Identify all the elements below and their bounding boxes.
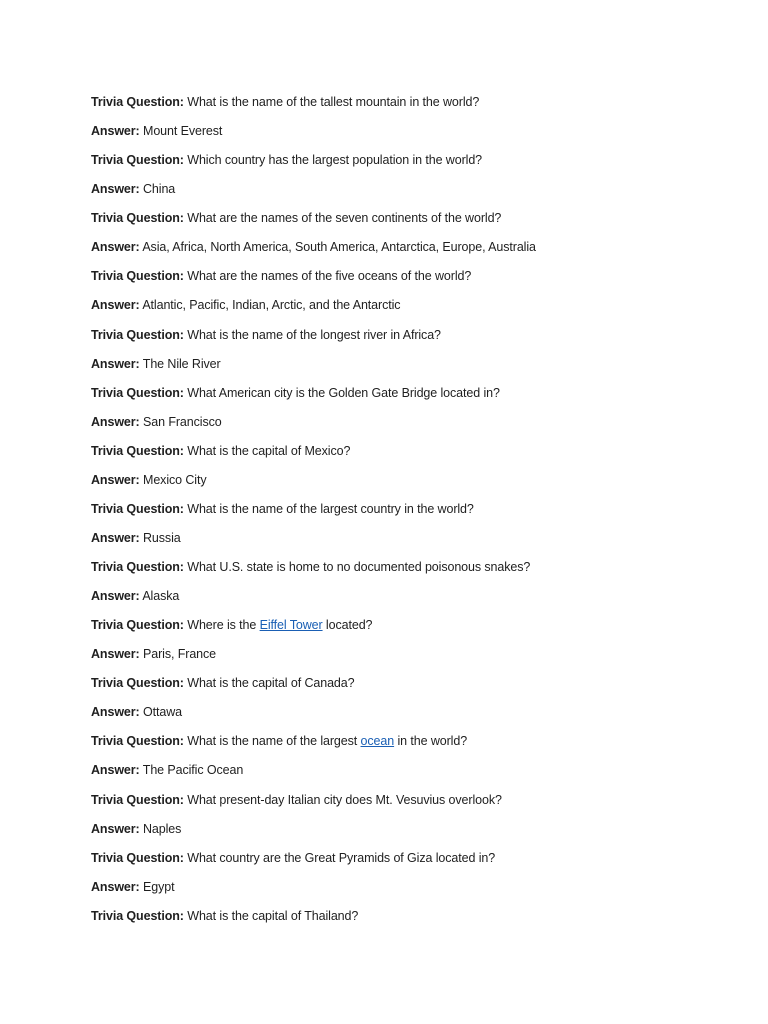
- trivia-question-line: [91, 383, 751, 412]
- question-label: Trivia Question:: [91, 908, 184, 923]
- answer-text: Mount Everest: [143, 124, 223, 139]
- question-label: Trivia Question:: [91, 618, 184, 633]
- trivia-question-line: [91, 906, 751, 935]
- question-text: located?: [322, 618, 373, 633]
- trivia-question-line: [91, 848, 751, 877]
- question-label: Trivia Question:: [91, 676, 184, 691]
- question-text: What U.S. state is home to no documented poisonous snakes?: [187, 560, 531, 574]
- question-text: What are the names of the seven continents of the world?: [187, 211, 502, 226]
- answer-text: Asia, Africa, North America, South America, Antarctica, Europe, Australia: [142, 240, 536, 255]
- answer-line: [91, 644, 751, 673]
- question-label: Trivia Question:: [91, 327, 184, 342]
- question-label: Trivia Question:: [91, 385, 184, 400]
- question-label: Trivia Question:: [91, 850, 184, 865]
- question-text: Where is the: [187, 618, 260, 633]
- answer-text: The Nile River: [142, 356, 221, 371]
- answer-line: [91, 470, 751, 499]
- question-text: What is the name of the tallest mountain in the world?: [187, 95, 480, 109]
- answer-label: Answer:: [91, 705, 140, 720]
- answer-line: [91, 877, 751, 906]
- answer-label: Answer:: [91, 763, 140, 778]
- answer-label: Answer:: [91, 124, 140, 139]
- answer-line: [91, 412, 751, 441]
- question-label: Trivia Question:: [91, 501, 184, 516]
- question-label: Trivia Question:: [91, 560, 184, 574]
- hyperlink[interactable]: Eiffel Tower: [259, 618, 323, 633]
- question-label: Trivia Question:: [91, 792, 184, 807]
- question-text: What is the name of the largest: [187, 734, 361, 749]
- question-text: What is the capital of Thailand?: [187, 908, 359, 923]
- answer-line: [91, 179, 751, 208]
- question-text: What country are the Great Pyramids of Giza located in?: [187, 850, 496, 865]
- answer-label: Answer:: [91, 472, 140, 487]
- trivia-question-line: [91, 325, 751, 354]
- answer-label: Answer:: [91, 879, 140, 894]
- trivia-question-line: [91, 557, 751, 586]
- trivia-question-line: [91, 615, 751, 644]
- question-label: Trivia Question:: [91, 734, 184, 749]
- answer-text: Atlantic, Pacific, Indian, Arctic, and the Antarctic: [142, 298, 401, 313]
- answer-label: Answer:: [91, 240, 140, 255]
- answer-line: [91, 295, 751, 324]
- answer-line: [91, 528, 751, 557]
- answer-label: Answer:: [91, 356, 140, 371]
- trivia-question-line: [91, 92, 751, 121]
- answer-text: Ottawa: [143, 705, 182, 720]
- trivia-question-line: [91, 499, 751, 528]
- question-label: Trivia Question:: [91, 95, 184, 109]
- trivia-question-line: [91, 208, 751, 237]
- answer-line: [91, 586, 751, 615]
- trivia-question-line: [91, 790, 751, 819]
- question-label: Trivia Question:: [91, 211, 184, 226]
- question-text: What is the capital of Mexico?: [187, 443, 351, 458]
- question-text: What American city is the Golden Gate Bridge located in?: [187, 385, 500, 400]
- question-text: in the world?: [394, 734, 468, 749]
- answer-text: Paris, France: [143, 647, 217, 662]
- hyperlink[interactable]: ocean: [360, 734, 395, 749]
- question-label: Trivia Question:: [91, 153, 184, 168]
- trivia-question-line: [91, 266, 751, 295]
- question-text: Which country has the largest population in the world?: [187, 153, 483, 168]
- question-label: Trivia Question:: [91, 269, 184, 284]
- trivia-question-line: [91, 673, 751, 702]
- trivia-question-line: [91, 150, 751, 179]
- trivia-question-line: [91, 441, 751, 470]
- answer-label: Answer:: [91, 298, 140, 313]
- answer-text: San Francisco: [143, 414, 222, 429]
- answer-label: Answer:: [91, 821, 140, 836]
- answer-text: The Pacific Ocean: [142, 763, 244, 778]
- answer-text: Russia: [143, 530, 181, 545]
- answer-text: Naples: [143, 821, 182, 836]
- question-label: Trivia Question:: [91, 443, 184, 458]
- answer-line: [91, 819, 751, 848]
- answer-text: Egypt: [143, 879, 175, 894]
- answer-text: Mexico City: [143, 472, 207, 487]
- answer-label: Answer:: [91, 589, 140, 604]
- answer-label: Answer:: [91, 530, 140, 545]
- answer-label: Answer:: [91, 414, 140, 429]
- question-text: What present-day Italian city does Mt. Vesuvius overlook?: [187, 792, 502, 807]
- question-text: What are the names of the five oceans of the world?: [187, 269, 472, 284]
- answer-label: Answer:: [91, 182, 140, 197]
- answer-label: Answer:: [91, 647, 140, 662]
- question-text: What is the name of the largest country in the world?: [187, 501, 474, 516]
- answer-line: [91, 121, 751, 150]
- trivia-list: [91, 92, 751, 935]
- answer-line: [91, 354, 751, 383]
- answer-line: [91, 760, 751, 789]
- question-text: What is the capital of Canada?: [187, 676, 355, 691]
- trivia-question-line: [91, 731, 751, 760]
- question-text: What is the name of the longest river in Africa?: [187, 327, 441, 342]
- answer-line: [91, 237, 751, 266]
- answer-text: Alaska: [142, 589, 180, 604]
- answer-line: [91, 702, 751, 731]
- answer-text: China: [143, 182, 176, 197]
